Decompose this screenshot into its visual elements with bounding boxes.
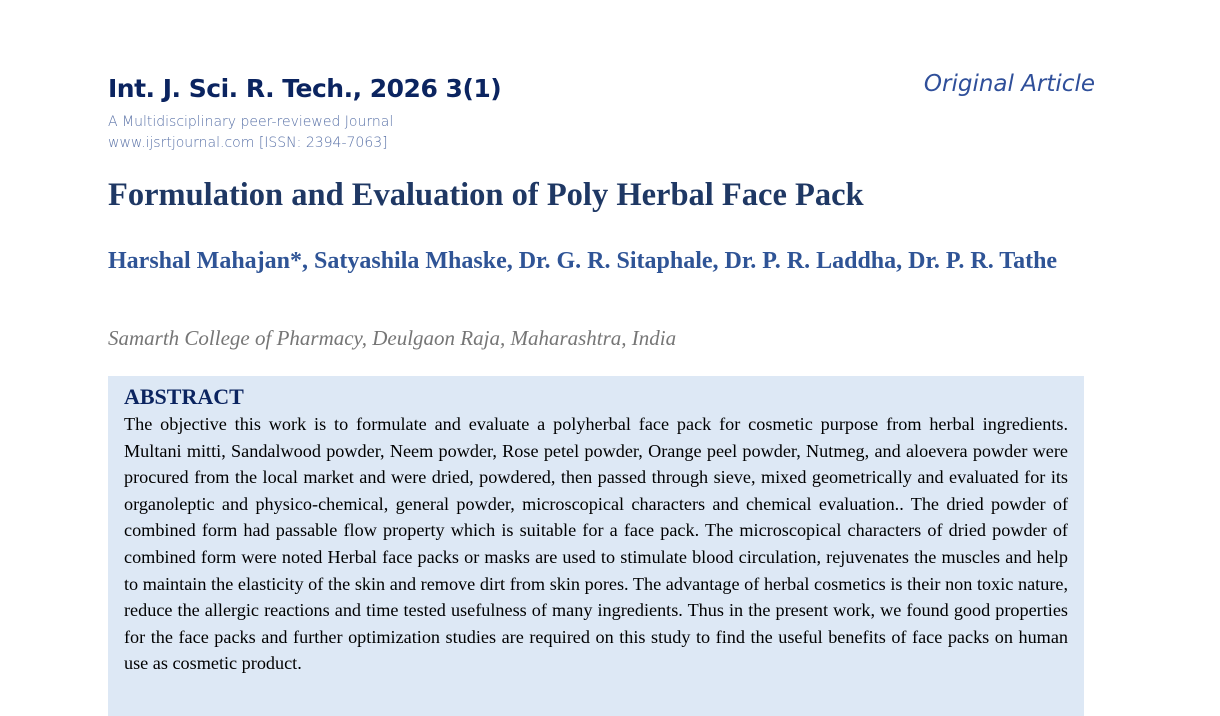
journal-citation: Int. J. Sci. R. Tech., 2026 3(1) — [108, 74, 502, 103]
affiliation: Samarth College of Pharmacy, Deulgaon Raja, Maharashtra, India — [108, 326, 677, 350]
abstract-heading: ABSTRACT — [124, 384, 244, 409]
journal-website[interactable]: www.ijsrtjournal.com [ISSN: 2394-7063] — [108, 135, 388, 151]
author-list: Harshal Mahajan*, Satyashila Mhaske, Dr. G. R. Sitaphale, Dr. P. R. Laddha, Dr. P. R. Tathe — [108, 248, 1058, 274]
article-type: Original Article — [923, 71, 1095, 97]
paper-title: Formulation and Evaluation of Poly Herbal Face Pack — [108, 177, 864, 213]
abstract-text: The objective this work is to formulate and evaluate a polyherbal face pack for cosmetic purpose from herbal ingredients. Multani mitti, Sandalwood powder, Neem powder, Rose petel powder, Orange peel powder, Nutmeg, and aloevera powder were procured from the local market and were dried, powdered, then passed through sieve, mixed geometrically and evaluated for its organoleptic and physico-chemical, general powder, microscopical characters and chemical evaluation.. The dried powder of combined form had passable flow property which is suitable for a face pack. The microscopical characters of dried powder of combined form were noted Herbal face packs or masks are used to stimulate blood circulation, rejuvenates the muscles and help to maintain the elasticity of the skin and remove dirt from skin pores. The advantage of herbal cosmetics is their non toxic nature, reduce the allergic reactions and time tested usefulness of many ingredients. Thus in the present work, we found good properties for the face packs and further optimization studies are required on this study to find the useful benefits of face packs on human use as cosmetic product. — [124, 414, 1068, 674]
journal-tagline: A Multidisciplinary peer-reviewed Journal — [108, 114, 394, 130]
abstract-box — [108, 376, 1084, 716]
